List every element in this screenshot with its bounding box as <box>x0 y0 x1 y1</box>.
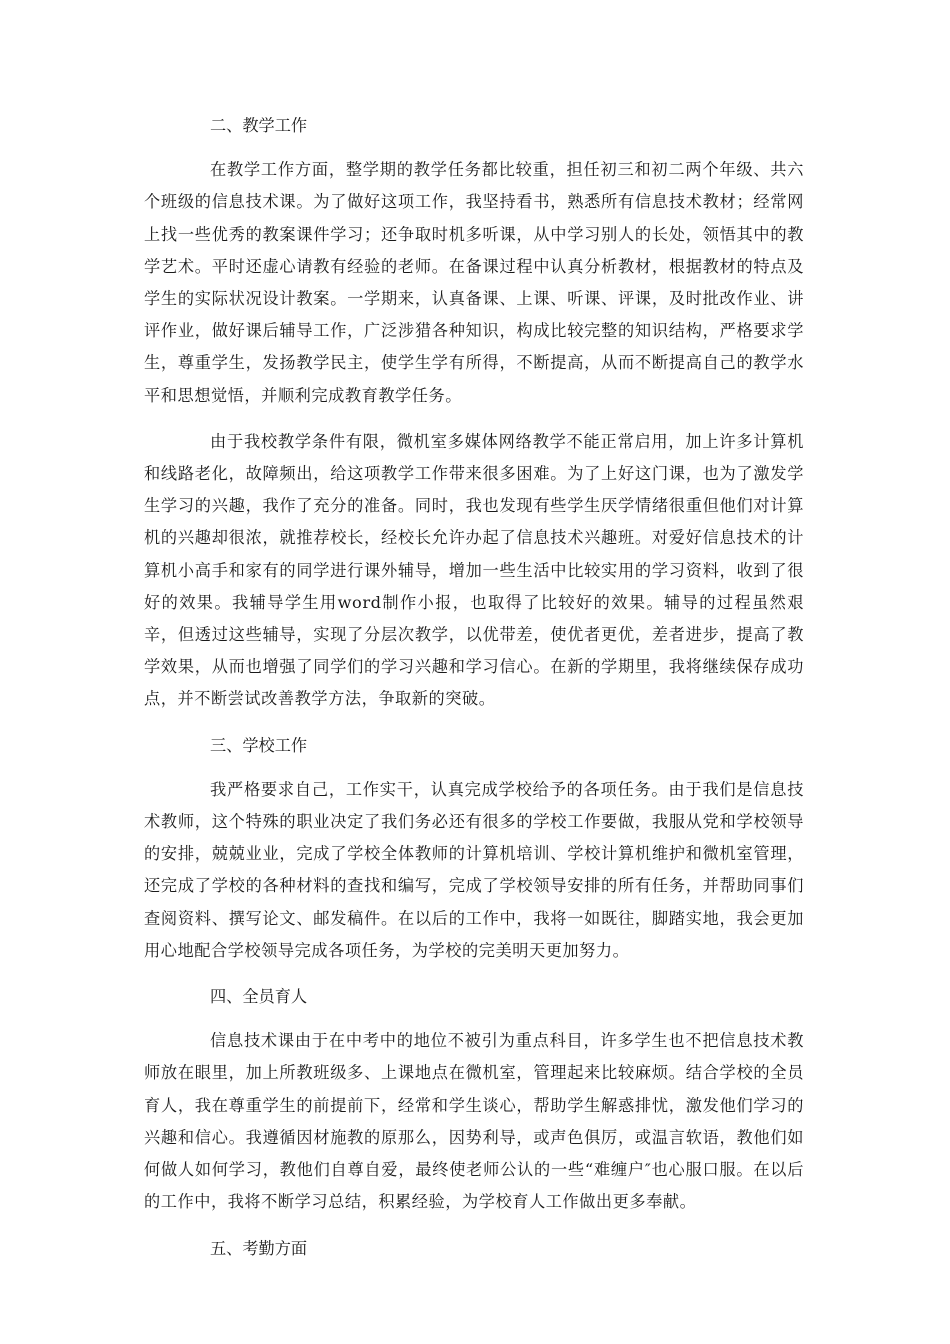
section-heading-school-work: 三、学校工作 <box>210 735 308 755</box>
section-heading-teaching: 二、教学工作 <box>210 116 308 135</box>
paragraph-teaching-1: 在教学工作方面，整学期的教学任务都比较重，担任初三和初二两个年级、共六个班级的信息技术课。为了做好这项工作，我坚持看书，熟悉所有信息技术教材；经常网上找一些优秀的教案课件学习；还争取时机多听课，从中学习别人的长处，领悟其中的教学艺术。平时还虚心请教有经验的老师。在备课过程中认真分析教材，根据教材的特点及学生的实际状况设计教案。一学期来，认真备课、上课、听课、评课，及时批改作业、讲评作业，做好课后辅导工作，广泛涉猎各种知识，构成比较完整的知识结构，严格要求学生，尊重学生，发扬教学民主，使学生学有所得，不断提高，从而不断提高自己的教学水平和思想觉悟，并顺利完成教育教学任务。 <box>144 160 804 405</box>
document-body <box>144 110 804 1277</box>
section-heading-all-staff-education: 四、全员育人 <box>210 987 308 1007</box>
section-heading-attendance: 五、考勤方面 <box>210 1238 308 1258</box>
paragraph-all-staff-education-1: 信息技术课由于在中考中的地位不被引为重点科目，许多学生也不把信息技术教师放在眼里，加上所教班级多、上课地点在微机室，管理起来比较麻烦。结合学校的全员育人，我在尊重学生的前提前下，经常和学生谈心，帮助学生解惑排忧，激发他们学习的兴趣和信心。我遵循因材施教的原那么，因势利导，或声色俱厉，或温言软语，教他们如何做人如何学习，教他们自尊自爱，最终使老师公认的一些“难缠户″也心服口服。在以后的工作中，我将不断学习总结，积累经验，为学校育人工作做出更多奉献。 <box>144 1031 804 1212</box>
paragraph-teaching-2: 由于我校教学条件有限，微机室多媒体网络教学不能正常启用，加上许多计算机和线路老化，故障频出，给这项教学工作带来很多困难。为了上好这门课，也为了激发学生学习的兴趣，我作了充分的准备。同时，我也发现有些学生厌学情绪很重但他们对计算机的兴趣却很浓，就推荐校长，经校长允许办起了信息技术兴趣班。对爱好信息技术的计算机小高手和家有的同学进行课外辅导，增加一些生活中比较实用的学习资料，收到了很好的效果。我辅导学生用word制作小报，也取得了比较好的效果。辅导的过程虽然艰辛，但透过这些辅导，实现了分层次教学，以优带差，使优者更优，差者进步，提高了教学效果，从而也增强了同学们的学习兴趣和学习信心。在新的学期里，我将继续保存成功点，并不断尝试改善教学方法，争取新的突破。 <box>144 431 804 709</box>
paragraph-school-work-1: 我严格要求自己，工作实干，认真完成学校给予的各项任务。由于我们是信息技术教师，这个特殊的职业决定了我们务必还有很多的学校工作要做，我服从党和学校领导的安排，兢兢业业，完成了学校全体教师的计算机培训、学校计算机维护和微机室管理，还完成了学校的各种材料的查找和编写，完成了学校领导安排的所有任务，并帮助同事们查阅资料、撰写论文、邮发稿件。在以后的工作中，我将一如既往，脚踏实地，我会更加用心地配合学校领导完成各项任务，为学校的完美明天更加努力。 <box>144 779 804 960</box>
